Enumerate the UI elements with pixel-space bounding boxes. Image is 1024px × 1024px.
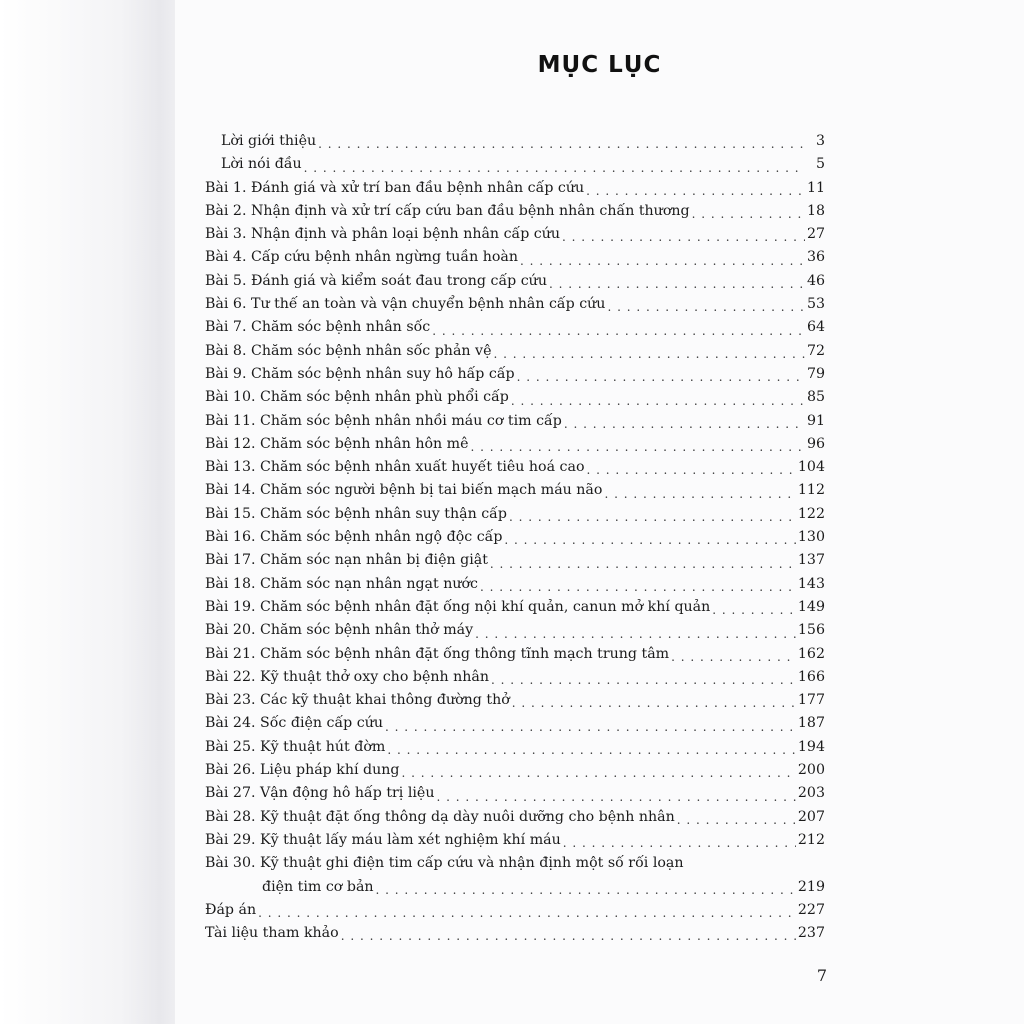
toc-entry-continuation	[205, 876, 825, 899]
book-gutter-shadow	[0, 0, 175, 1024]
toc-entry	[205, 386, 825, 409]
toc-entry-label: Bài 3. Nhận định và phân loại bệnh nhân cấp cứu	[205, 226, 561, 243]
page-number: 7	[816, 966, 827, 985]
dot-leader	[432, 322, 805, 340]
toc-entry	[205, 153, 825, 176]
toc-entry	[205, 899, 825, 922]
toc-entry-label: Bài 28. Kỹ thuật đặt ống thông dạ dày nuôi dưỡng cho bệnh nhân	[205, 808, 675, 825]
toc-entry-page: 46	[806, 272, 825, 289]
toc-entry-label: Bài 16. Chăm sóc bệnh nhân ngộ độc cấp	[205, 529, 503, 546]
toc-entry-label: Bài 23. Các kỹ thuật khai thông đường thở	[205, 692, 510, 709]
toc-entry-label: Bài 24. Sốc điện cấp cứu	[205, 715, 383, 732]
dot-leader	[493, 345, 804, 363]
toc-entry-label: Bài 18. Chăm sóc nạn nhân ngạt nước	[205, 575, 478, 592]
toc-entry-page: 137	[797, 552, 825, 569]
toc-entry-page: 79	[806, 365, 825, 382]
toc-entry-label: Bài 11. Chăm sóc bệnh nhân nhồi máu cơ tim cấp	[205, 412, 562, 429]
dot-leader	[490, 555, 796, 573]
dot-leader	[520, 252, 805, 270]
dot-leader	[512, 694, 796, 712]
dot-leader	[586, 182, 805, 200]
toc-entry-page: 207	[797, 808, 825, 825]
toc-entry	[205, 270, 825, 293]
toc-entry	[205, 410, 825, 433]
toc-entry-page: 122	[797, 505, 825, 522]
toc-entry	[205, 689, 825, 712]
dot-leader	[471, 438, 805, 456]
toc-entry	[205, 573, 825, 596]
dot-leader	[258, 904, 796, 922]
dot-leader	[387, 741, 796, 759]
toc-entry-page: 200	[797, 762, 825, 779]
toc-entry	[205, 596, 825, 619]
toc-entry	[205, 666, 825, 689]
toc-entry-label: Bài 7. Chăm sóc bệnh nhân sốc	[205, 319, 431, 336]
toc-entry-label: Bài 5. Đánh giá và kiểm soát đau trong cấp cứu	[205, 272, 547, 289]
page-title: MỤC LỤC	[537, 52, 662, 78]
toc-entry-label: Lời giới thiệu	[221, 133, 317, 149]
toc-entry-label: Bài 17. Chăm sóc nạn nhân bị điện giật	[205, 552, 488, 569]
toc-entry-label-cont: điện tim cơ bản	[262, 878, 374, 895]
toc-entry	[205, 293, 825, 316]
toc-entry-page: 91	[806, 412, 825, 429]
toc-entry-label: Bài 15. Chăm sóc bệnh nhân suy thận cấp	[205, 505, 507, 522]
toc-entry-label: Tài liệu tham khảo	[205, 925, 339, 942]
toc-entry-label: Bài 14. Chăm sóc người bệnh bị tai biến mạch máu não	[205, 482, 603, 499]
toc-entry-label: Bài 22. Kỹ thuật thở oxy cho bệnh nhân	[205, 668, 489, 685]
toc-entry-page: 72	[806, 342, 825, 359]
toc-entry-label: Bài 21. Chăm sóc bệnh nhân đặt ống thông tĩnh mạch trung tâm	[205, 645, 670, 662]
dot-leader	[341, 927, 796, 945]
toc-entry-page: 85	[806, 389, 825, 406]
dot-leader	[517, 368, 805, 386]
dot-leader	[475, 625, 796, 643]
toc-entry	[205, 619, 825, 642]
toc-entry-page: 64	[806, 319, 825, 336]
toc-entry-label: Bài 26. Liệu pháp khí dung	[205, 762, 400, 779]
toc-entry	[205, 549, 825, 572]
toc-entry-page: 177	[797, 692, 825, 709]
toc-entry-page: 219	[797, 878, 825, 895]
dot-leader	[491, 671, 796, 689]
table-of-contents	[205, 130, 825, 945]
toc-entry-label: Lời nói đầu	[221, 156, 302, 173]
toc-entry-page: 166	[797, 668, 825, 685]
toc-entry	[205, 806, 825, 829]
toc-entry-page: 149	[797, 598, 825, 615]
toc-entry	[205, 246, 825, 269]
toc-entry	[205, 223, 825, 246]
dot-leader	[376, 881, 796, 899]
dot-leader	[671, 648, 796, 666]
toc-entry-page: 212	[797, 831, 825, 848]
toc-entry	[205, 829, 825, 852]
toc-entry-label: Bài 9. Chăm sóc bệnh nhân suy hô hấp cấp	[205, 365, 515, 382]
toc-entry-page: 162	[797, 645, 825, 662]
toc-entry-label: Bài 25. Kỹ thuật hút đờm	[205, 738, 386, 755]
toc-entry	[205, 433, 825, 456]
dot-leader	[562, 228, 805, 246]
dot-leader	[692, 205, 805, 223]
toc-entry-label: Bài 13. Chăm sóc bệnh nhân xuất huyết tiêu hoá cao	[205, 459, 585, 476]
dot-leader	[504, 531, 795, 549]
toc-entry-page: 203	[797, 785, 825, 802]
toc-entry-page: 27	[806, 226, 825, 243]
book-page	[175, 0, 1024, 1024]
toc-entry-page: 156	[797, 622, 825, 639]
toc-entry	[205, 503, 825, 526]
toc-entry	[205, 340, 825, 363]
toc-entry-label: Bài 27. Vận động hô hấp trị liệu	[205, 785, 435, 802]
toc-entry-label: Bài 2. Nhận định và xử trí cấp cứu ban đầu bệnh nhân chấn thương	[205, 202, 690, 219]
toc-entry-page: 194	[797, 738, 825, 755]
toc-entry	[205, 526, 825, 549]
toc-entry-label: Bài 1. Đánh giá và xử trí ban đầu bệnh nhân cấp cứu	[205, 179, 585, 196]
dot-leader	[564, 415, 805, 433]
toc-entry-page: 237	[797, 925, 825, 942]
dot-leader	[402, 764, 796, 782]
dot-leader	[385, 718, 796, 736]
dot-leader	[509, 508, 796, 526]
toc-entry	[205, 479, 825, 502]
toc-entry-label: Bài 12. Chăm sóc bệnh nhân hôn mê	[205, 435, 469, 452]
dot-leader	[549, 275, 805, 293]
toc-entry-page: 3	[815, 133, 825, 149]
dot-leader	[304, 159, 805, 177]
toc-entry-page: 96	[806, 435, 825, 452]
toc-entry-page: 104	[797, 459, 825, 476]
toc-entry-label: Bài 20. Chăm sóc bệnh nhân thở máy	[205, 622, 474, 639]
toc-entry-label: Bài 8. Chăm sóc bệnh nhân sốc phản vệ	[205, 342, 492, 359]
dot-leader	[604, 485, 795, 503]
dot-leader	[436, 788, 795, 806]
toc-entry-page: 143	[797, 575, 825, 592]
toc-entry-page: 36	[806, 249, 825, 266]
toc-entry-page: 227	[797, 901, 825, 918]
dot-leader	[712, 601, 796, 619]
toc-entry-page: 5	[815, 156, 825, 173]
toc-entry	[205, 200, 825, 223]
toc-entry-page: 130	[797, 529, 825, 546]
dot-leader	[480, 578, 796, 596]
toc-entry	[205, 922, 825, 945]
toc-entry	[205, 782, 825, 805]
toc-entry	[205, 363, 825, 386]
toc-entry-label: Bài 30. Kỹ thuật ghi điện tim cấp cứu và nhận định một số rối loạn	[205, 855, 684, 872]
toc-entry-label: Bài 4. Cấp cứu bệnh nhân ngừng tuần hoàn	[205, 249, 519, 266]
toc-entry-page: 53	[806, 296, 825, 313]
dot-leader	[563, 834, 796, 852]
toc-entry	[205, 736, 825, 759]
dot-leader	[677, 811, 796, 829]
toc-entry	[205, 130, 825, 153]
toc-entry-label: Đáp án	[205, 901, 257, 918]
toc-entry-page: 187	[797, 715, 825, 732]
dot-leader	[587, 461, 796, 479]
toc-entry	[205, 316, 825, 339]
toc-entry	[205, 852, 825, 899]
dot-leader	[511, 392, 805, 410]
toc-entry-label: Bài 29. Kỹ thuật lấy máu làm xét nghiệm khí máu	[205, 831, 561, 848]
dot-leader	[318, 135, 805, 153]
toc-entry	[205, 643, 825, 666]
toc-entry	[205, 759, 825, 782]
toc-entry-label: Bài 6. Tư thế an toàn và vận chuyển bệnh nhân cấp cứu	[205, 296, 606, 313]
dot-leader	[607, 298, 805, 316]
toc-entry	[205, 456, 825, 479]
toc-entry	[205, 712, 825, 735]
toc-entry-label: Bài 19. Chăm sóc bệnh nhân đặt ống nội khí quản, canun mở khí quản	[205, 598, 711, 615]
toc-entry-page: 112	[797, 482, 825, 499]
toc-entry-page: 18	[806, 202, 825, 219]
toc-entry-page: 11	[806, 179, 825, 196]
toc-entry-label: Bài 10. Chăm sóc bệnh nhân phù phổi cấp	[205, 389, 509, 406]
toc-entry	[205, 177, 825, 200]
